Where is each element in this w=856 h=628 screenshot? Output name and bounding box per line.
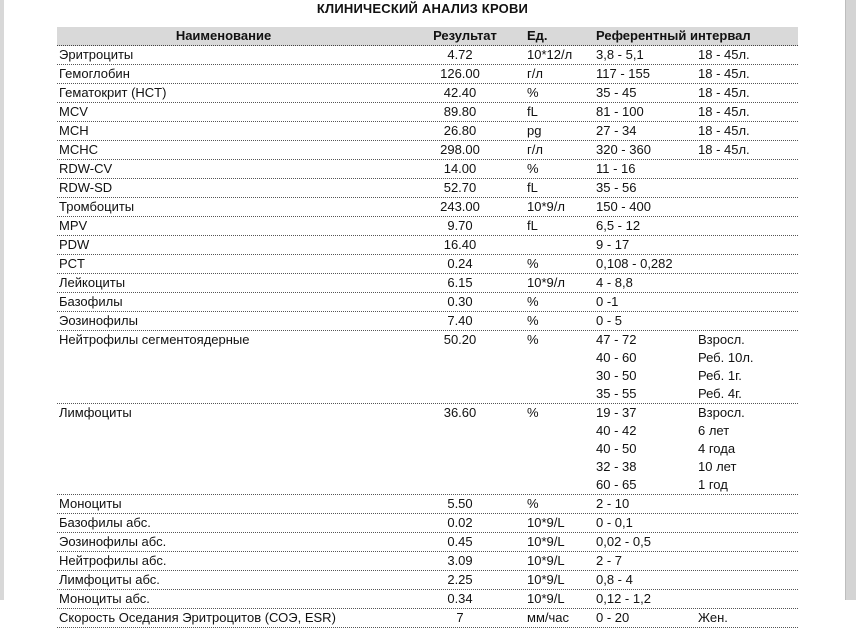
header-result: Результат: [433, 28, 497, 43]
test-unit: 10*9/л: [527, 275, 565, 290]
test-unit: 10*9/л: [527, 199, 565, 214]
reference-range: 0,02 - 0,5: [596, 534, 651, 549]
reference-note: 1 год: [698, 477, 728, 492]
test-unit: %: [527, 313, 539, 328]
reference-range: 117 - 155: [596, 66, 650, 81]
row-main-line: [57, 495, 798, 513]
test-name: Лейкоциты: [59, 275, 126, 290]
reference-range: 40 - 42: [596, 423, 637, 438]
test-unit: г/л: [527, 66, 543, 81]
test-name: RDW-CV: [59, 161, 113, 176]
table-row: [57, 103, 798, 122]
test-name: Лимфоциты: [59, 405, 132, 420]
row-main-line: [57, 179, 798, 197]
test-name: Базофилы абс.: [59, 515, 151, 530]
reference-note: 18 - 45л.: [698, 104, 750, 119]
blood-test-table: [57, 27, 798, 628]
reference-range: 9 - 17: [596, 237, 630, 252]
reference-note: Реб. 4г.: [698, 386, 742, 401]
row-main-line: [57, 533, 798, 551]
test-unit: %: [527, 85, 539, 100]
table-row: [57, 533, 798, 552]
test-unit: 10*9/L: [527, 553, 565, 568]
reference-range: 4 - 8,8: [596, 275, 633, 290]
test-name: PDW: [59, 237, 90, 252]
reference-range: 0,12 - 1,2: [596, 591, 651, 606]
reference-note: 18 - 45л.: [698, 85, 750, 100]
test-result: 16.40: [443, 237, 477, 252]
table-row: [57, 122, 798, 141]
reference-range: 27 - 34: [596, 123, 637, 138]
test-name: RDW-SD: [59, 180, 113, 195]
table-row: [57, 198, 798, 217]
row-extra-reference-line: [57, 458, 798, 476]
table-row: [57, 609, 798, 628]
reference-note: 4 года: [698, 441, 736, 456]
row-extra-reference-line: [57, 349, 798, 367]
test-name: MCV: [59, 104, 88, 119]
test-name: Тромбоциты: [59, 199, 135, 214]
test-result: 26.80: [443, 123, 477, 138]
test-unit: %: [527, 256, 539, 271]
row-main-line: [57, 404, 798, 422]
test-name: Базофилы: [59, 294, 123, 309]
table-row: [57, 46, 798, 65]
table-row: [57, 274, 798, 293]
reference-range: 47 - 72: [596, 332, 637, 347]
test-unit: pg: [527, 123, 542, 138]
test-unit: 10*9/L: [527, 591, 565, 606]
test-unit: %: [527, 405, 539, 420]
row-extra-reference-line: [57, 440, 798, 458]
test-unit: %: [527, 332, 539, 347]
row-main-line: [57, 552, 798, 570]
row-main-line: [57, 141, 798, 159]
test-unit: fL: [527, 218, 538, 233]
table-row: [57, 404, 798, 495]
reference-note: 18 - 45л.: [698, 66, 750, 81]
test-unit: 10*9/L: [527, 534, 565, 549]
reference-range: 6,5 - 12: [596, 218, 641, 233]
test-result: 0.30: [447, 294, 473, 309]
test-result: 36.60: [443, 405, 477, 420]
reference-note: 18 - 45л.: [698, 47, 750, 62]
row-extra-reference-line: [57, 367, 798, 385]
reference-range: 0 - 5: [596, 313, 623, 328]
reference-note: 10 лет: [698, 459, 737, 474]
row-main-line: [57, 65, 798, 83]
test-result: 2.25: [447, 572, 473, 587]
test-result: 7.40: [447, 313, 473, 328]
test-unit: %: [527, 496, 539, 511]
test-result: 14.00: [443, 161, 477, 176]
reference-range: 40 - 50: [596, 441, 637, 456]
row-main-line: [57, 590, 798, 608]
table-row: [57, 312, 798, 331]
left-edge: [0, 0, 4, 600]
table-row: [57, 179, 798, 198]
reference-range: 0,8 - 4: [596, 572, 633, 587]
test-result: 0.34: [447, 591, 473, 606]
table-row: [57, 84, 798, 103]
test-name: Скорость Оседания Эритроцитов (СОЭ, ESR): [59, 610, 336, 625]
row-main-line: [57, 122, 798, 140]
test-name: Моноциты: [59, 496, 122, 511]
test-result: 42.40: [443, 85, 477, 100]
header-name: Наименование: [175, 28, 272, 43]
table-row: [57, 552, 798, 571]
row-main-line: [57, 293, 798, 311]
row-main-line: [57, 46, 798, 64]
header-unit: Ед.: [527, 28, 548, 43]
test-result: 0.02: [447, 515, 473, 530]
reference-range: 320 - 360: [596, 142, 651, 157]
test-unit: %: [527, 294, 539, 309]
row-main-line: [57, 571, 798, 589]
test-name: Нейтрофилы абс.: [59, 553, 167, 568]
reference-note: Реб. 10л.: [698, 350, 754, 365]
row-main-line: [57, 103, 798, 121]
reference-range: 60 - 65: [596, 477, 637, 492]
test-name: Нейтрофилы сегментоядерные: [59, 332, 250, 347]
row-main-line: [57, 331, 798, 349]
test-name: Гемоглобин: [59, 66, 130, 81]
table-row: [57, 495, 798, 514]
reference-note: Жен.: [698, 610, 728, 625]
row-main-line: [57, 514, 798, 532]
test-result: 52.70: [443, 180, 477, 195]
table-row: [57, 331, 798, 404]
test-name: MCH: [59, 123, 89, 138]
right-edge: [845, 0, 856, 600]
row-main-line: [57, 255, 798, 273]
test-result: 89.80: [443, 104, 477, 119]
test-name: Эозинофилы: [59, 313, 138, 328]
test-unit: fL: [527, 180, 538, 195]
table-row: [57, 293, 798, 312]
test-result: 50.20: [443, 332, 477, 347]
test-result: 9.70: [447, 218, 473, 233]
test-result: 6.15: [447, 275, 473, 290]
test-name: Лимфоциты абс.: [59, 572, 160, 587]
table-body: [57, 46, 798, 628]
test-unit: 10*9/L: [527, 515, 565, 530]
test-result: 3.09: [447, 553, 473, 568]
table-row: [57, 236, 798, 255]
reference-range: 3,8 - 5,1: [596, 47, 644, 62]
test-unit: 10*12/л: [527, 47, 573, 62]
reference-range: 0 -1: [596, 294, 619, 309]
reference-range: 2 - 7: [596, 553, 623, 568]
table-row: [57, 141, 798, 160]
test-unit: 10*9/L: [527, 572, 565, 587]
reference-range: 150 - 400: [596, 199, 651, 214]
table-row: [57, 65, 798, 84]
reference-note: 18 - 45л.: [698, 142, 750, 157]
reference-note: 18 - 45л.: [698, 123, 750, 138]
test-unit: %: [527, 161, 539, 176]
table-row: [57, 160, 798, 179]
row-main-line: [57, 274, 798, 292]
test-result: 4.72: [447, 47, 473, 62]
test-result: 0.45: [447, 534, 473, 549]
test-name: Эозинофилы абс.: [59, 534, 167, 549]
reference-note: Взросл.: [698, 332, 745, 347]
reference-range: 35 - 45: [596, 85, 637, 100]
reference-range: 81 - 100: [596, 104, 644, 119]
test-name: PCT: [59, 256, 85, 271]
test-result: 243.00: [440, 199, 480, 214]
table-row: [57, 217, 798, 236]
row-extra-reference-line: [57, 476, 798, 494]
row-extra-reference-line: [57, 385, 798, 403]
test-result: 298.00: [440, 142, 480, 157]
row-main-line: [57, 198, 798, 216]
table-row: [57, 514, 798, 533]
reference-range: 35 - 56: [596, 180, 637, 195]
reference-range: 40 - 60: [596, 350, 637, 365]
test-name: Моноциты абс.: [59, 591, 150, 606]
reference-note: Взросл.: [698, 405, 745, 420]
reference-range: 2 - 10: [596, 496, 630, 511]
reference-range: 30 - 50: [596, 368, 637, 383]
test-name: MPV: [59, 218, 88, 233]
test-result: 126.00: [440, 66, 480, 81]
reference-range: 19 - 37: [596, 405, 637, 420]
reference-range: 32 - 38: [596, 459, 637, 474]
reference-note: 6 лет: [698, 423, 730, 438]
test-unit: г/л: [527, 142, 543, 157]
reference-note: Реб. 1г.: [698, 368, 742, 383]
document-title: КЛИНИЧЕСКИЙ АНАЛИЗ КРОВИ: [316, 1, 529, 16]
row-main-line: [57, 217, 798, 235]
row-main-line: [57, 236, 798, 254]
test-result: 5.50: [447, 496, 473, 511]
reference-range: 0,108 - 0,282: [596, 256, 673, 271]
test-result: 0.24: [447, 256, 473, 271]
table-row: [57, 571, 798, 590]
test-name: MCHC: [59, 142, 98, 157]
table-header: [57, 27, 798, 46]
row-main-line: [57, 609, 798, 627]
row-main-line: [57, 84, 798, 102]
header-reference: Референтный интервал: [596, 28, 751, 43]
reference-range: 35 - 55: [596, 386, 637, 401]
reference-range: 11 - 16: [596, 161, 636, 176]
test-name: Эритроциты: [59, 47, 134, 62]
test-unit: fL: [527, 104, 538, 119]
reference-range: 0 - 20: [596, 610, 630, 625]
table-row: [57, 255, 798, 274]
row-main-line: [57, 312, 798, 330]
test-result: 7: [456, 610, 464, 625]
test-name: Гематокрит (HCT): [59, 85, 167, 100]
row-main-line: [57, 160, 798, 178]
row-extra-reference-line: [57, 422, 798, 440]
reference-range: 0 - 0,1: [596, 515, 633, 530]
test-unit: мм/час: [527, 610, 569, 625]
